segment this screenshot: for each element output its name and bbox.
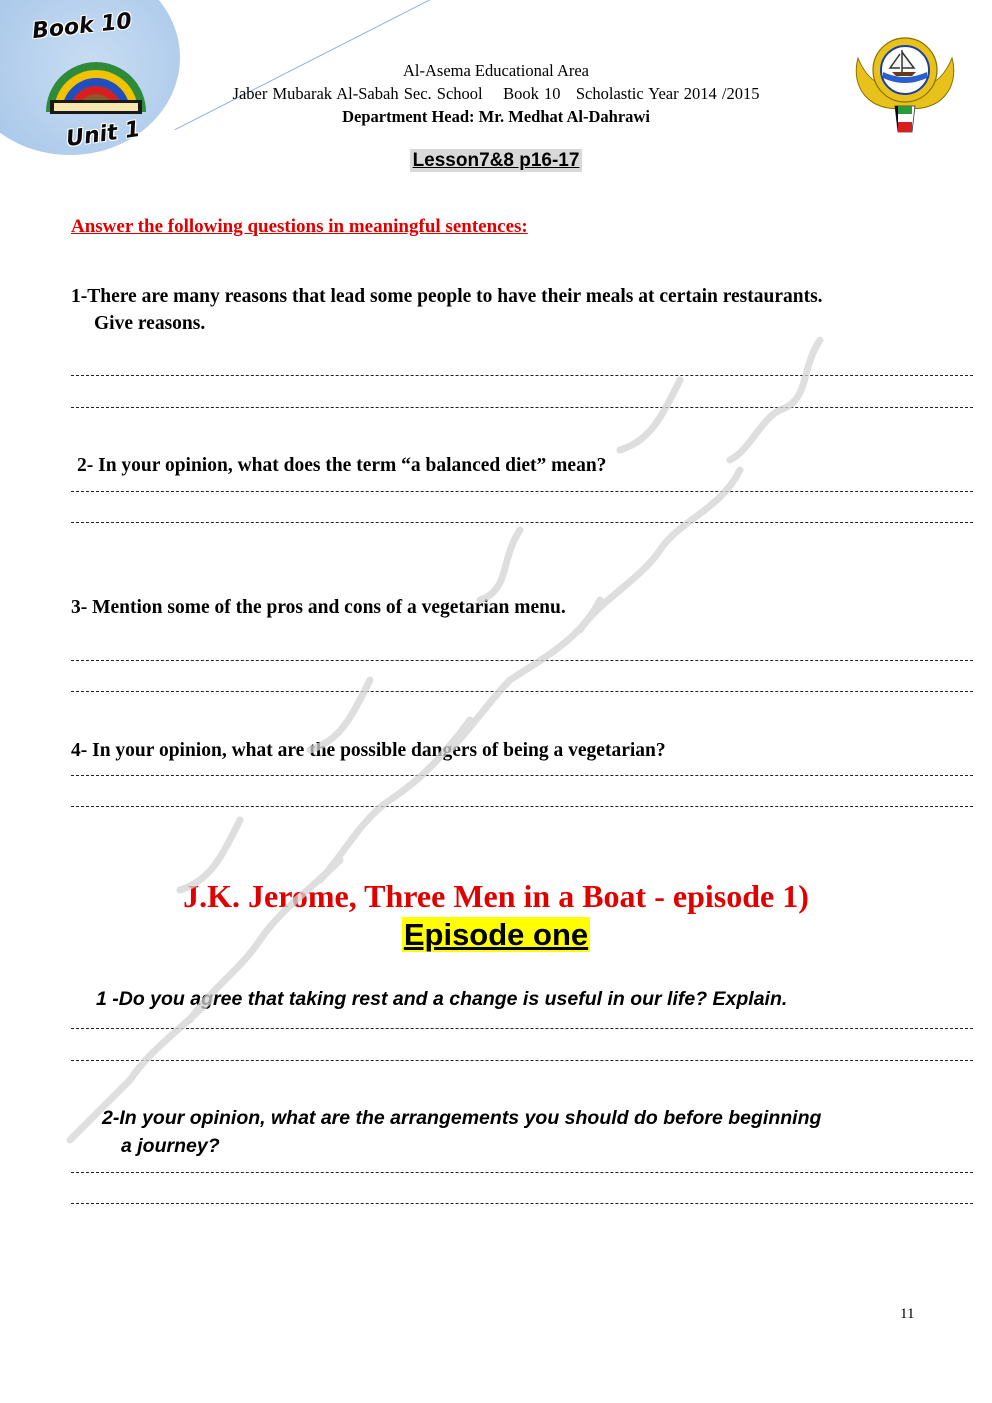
- header-area-name: Al-Asema Educational Area: [402, 61, 589, 80]
- answer-line[interactable]: [71, 1028, 973, 1033]
- story-question-2-line-1: 2-In your opinion, what are the arrangements you should do before beginning: [102, 1107, 822, 1129]
- answer-line[interactable]: [71, 1060, 973, 1065]
- question-1-line-1: 1-There are many reasons that lead some people to have their meals at certain restaurants.: [71, 286, 823, 307]
- answer-line[interactable]: [71, 660, 973, 665]
- header-department-head: Department Head: Mr. Medhat Al-Dahrawi: [342, 107, 650, 126]
- badge-unit-label: Unit 1: [64, 116, 142, 153]
- story-question-1: 1 -Do you agree that taking rest and a change is useful in our life? Explain.: [96, 988, 788, 1010]
- answer-line[interactable]: [71, 407, 973, 412]
- episode-label: Episode one: [403, 917, 589, 952]
- answer-line[interactable]: [71, 1203, 973, 1208]
- answer-line[interactable]: [71, 375, 973, 380]
- answer-line[interactable]: [71, 522, 973, 527]
- answer-line[interactable]: [71, 806, 973, 811]
- badge-book-label: Book 10: [30, 8, 133, 45]
- answer-line[interactable]: [71, 491, 973, 496]
- instruction-heading: Answer the following questions in meaningful sentences:: [71, 216, 528, 237]
- header-school-line: Jaber Mubarak Al-Sabah Sec. School Book 10 Scholastic Year 2014 /2015: [232, 84, 760, 103]
- question-2: 2- In your opinion, what does the term “a balanced diet” mean?: [77, 455, 607, 476]
- kuwait-emblem-icon: [850, 28, 960, 138]
- answer-line[interactable]: [71, 1172, 973, 1177]
- answer-line[interactable]: [71, 775, 973, 780]
- answer-line[interactable]: [71, 691, 973, 696]
- question-1-line-2: Give reasons.: [94, 313, 206, 334]
- question-4: 4- In your opinion, what are the possible dangers of being a vegetarian?: [71, 740, 666, 761]
- lesson-heading: [0, 150, 992, 172]
- question-3: 3- Mention some of the pros and cons of a vegetarian menu.: [71, 597, 566, 618]
- story-title: J.K. Jerome, Three Men in a Boat - episode 1): [183, 878, 809, 914]
- page-number: 11: [900, 1306, 915, 1322]
- episode-heading: [0, 917, 992, 953]
- lesson-label: Lesson7&8 p16-17: [410, 149, 583, 172]
- story-question-2-line-2: a journey?: [121, 1135, 220, 1157]
